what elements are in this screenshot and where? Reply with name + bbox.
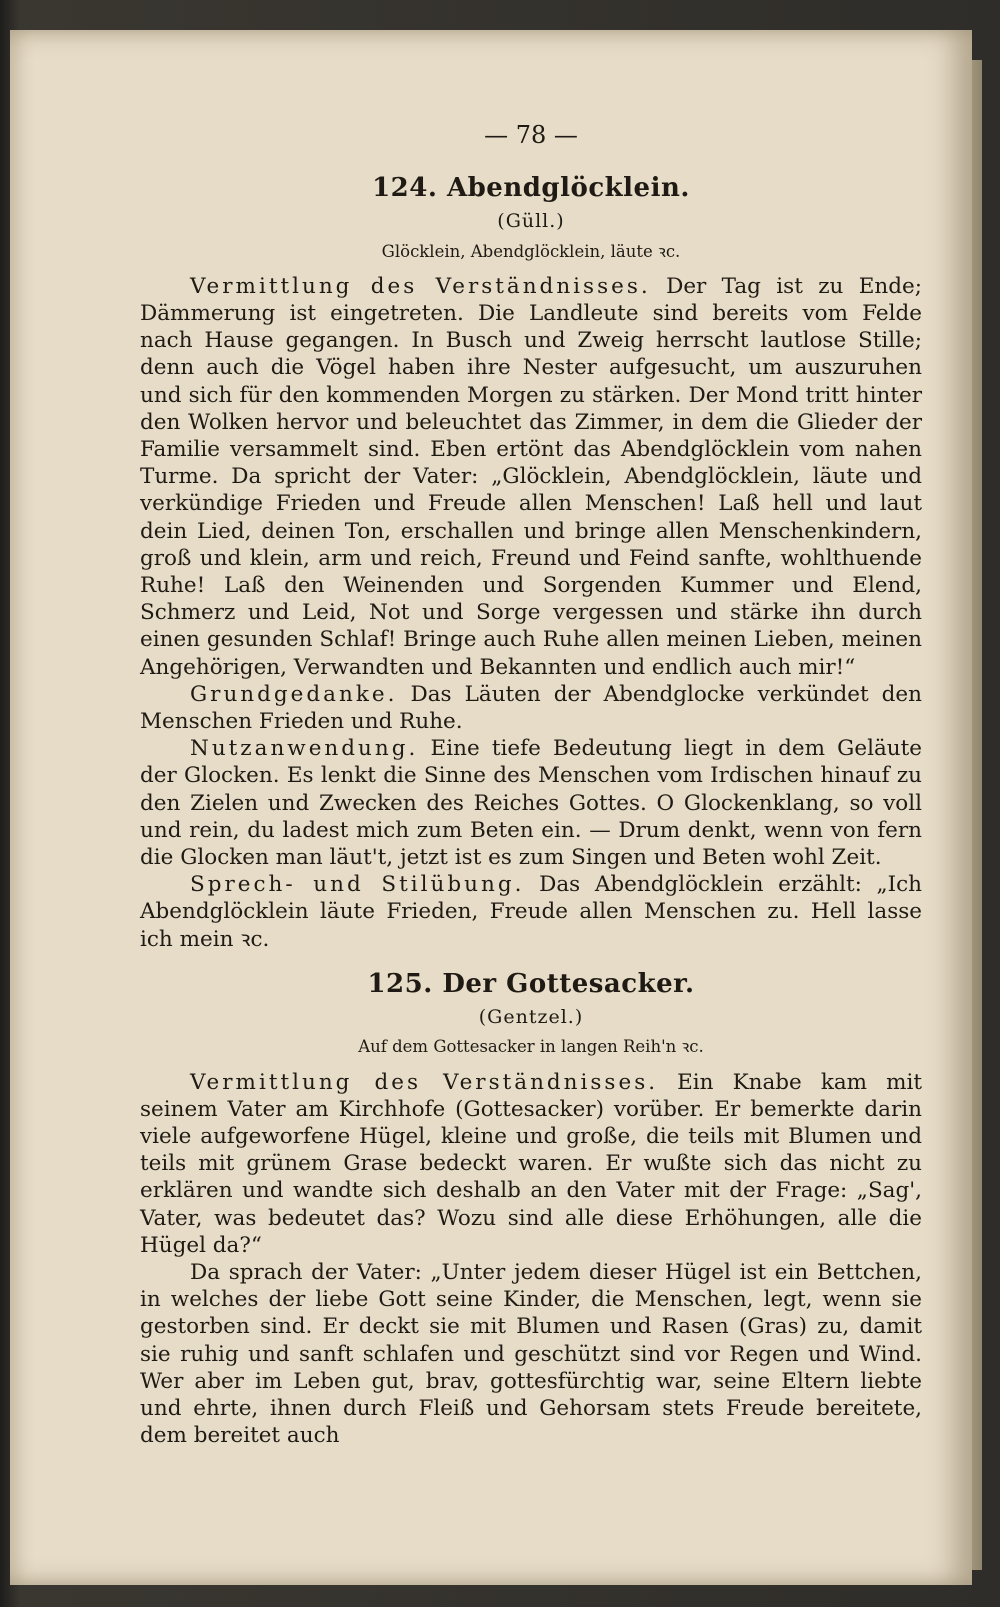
section-125 — [140, 968, 922, 1449]
section-title: 125. Der Gottesacker. — [367, 968, 695, 999]
paragraph — [140, 273, 922, 681]
page-content — [140, 110, 922, 1449]
paragraph — [140, 681, 922, 735]
paragraph — [140, 871, 922, 953]
section-124 — [140, 175, 922, 953]
page-number: — 78 — — [484, 121, 578, 149]
section-author: (Güll.) — [497, 210, 565, 233]
paragraph — [140, 1259, 922, 1449]
paragraph-label: Grundgedanke. — [190, 681, 398, 707]
paragraph-text: Eine tiefe Bedeutung liegt in dem Geläute der Glocken. Es lenkt die Sinne des Menschen vom Irdischen hinauf zu den Zielen und Zwecken des Reiches Gottes. O Glockenklang, so voll und rein, du ladest mich zum Beten ein. — Drum denkt, wenn von fern die Glocken man läut't, jetzt ist es zum Singen und Beten wohl Zeit. — [140, 736, 922, 871]
paragraph-label: Vermittlung des Verständnisses. — [190, 1069, 659, 1095]
section-reference: Auf dem Gottesacker in langen Reih'n ꝛc. — [358, 1037, 704, 1057]
paragraph-text: Der Tag ist zu Ende; Dämmerung ist eingetreten. Die Landleute sind bereits vom Felde nach Hause gegangen. In Busch und Zweig herrscht lautlose Stille; denn auch die Vögel haben ihre Nester aufgesucht, um auszuruhen und sich für den kommenden Morgen zu stärken. Der Mond tritt hinter den Wolken hervor und beleuchtet das Zimmer, in dem die Glieder der Familie versammelt sind. Eben ertönt das Abendglöcklein vom nahen Turme. Da spricht der Vater: „Glöcklein, Abendglöcklein, läute und verkündige Frieden und Freude allen Menschen! Laß hell und laut dein Lied, deinen Ton, erschallen und bringe allen Menschenkindern, groß und klein, arm und reich, Freund und Feind sanfte, wohlthuende Ruhe! Laß den Weinenden und Sorgenden Kummer und Elend, Schmerz und Leid, Not und Sorge vergessen und stärke ihn durch einen gesunden Schlaf! Bringe auch Ruhe allen meinen Lieben, meinen Angehörigen, Verwandten und Bekannten und endlich auch mir!“ — [140, 273, 923, 680]
paragraph-label: Nutzanwendung. — [190, 736, 419, 762]
paragraph-label: Vermittlung des Verständnisses. — [190, 273, 651, 299]
paragraph — [140, 735, 922, 871]
paragraph-text: Das Abendglöcklein erzählt: „Ich Abendglöcklein läute Frieden, Freude allen Menschen zu. Hell lasse ich mein ꝛc. — [140, 872, 923, 952]
paragraph — [140, 1069, 922, 1259]
section-reference: Glöcklein, Abendglöcklein, läute ꝛc. — [381, 241, 681, 261]
section-title: 124. Abendglöcklein. — [372, 173, 690, 204]
paragraph-text: Da sprach der Vater: „Unter jedem dieser Hügel ist ein Bettchen, in welches der liebe Gott seine Kinder, die Menschen, legt, wenn sie gestorben sind. Er deckt sie mit Blumen und Rasen (Gras) zu, damit sie ruhig und sanft schlafen und geschützt sind vor Regen und Wind. Wer aber im Leben gut, brav, gottesfürchtig war, seine Eltern liebte und ehrte, ihnen durch Fleiß und Gehorsam stets Freude bereitete, dem bereitet auch — [140, 1259, 922, 1449]
section-author: (Gentzel.) — [478, 1006, 584, 1029]
paragraph-label: Sprech- und Stilübung. — [190, 872, 525, 898]
paragraph-text: Das Läuten der Abendglocke verkündet den Menschen Frieden und Ruhe. — [140, 681, 922, 735]
paragraph-text: Ein Knabe kam mit seinem Vater am Kirchhofe (Gottesacker) vorüber. Er bemerkte darin viele aufgeworfene Hügel, kleine und große, die teils mit Blumen und teils mit grünem Grase bedeckt waren. Er wußte sich das nicht zu erklären und wandte sich deshalb an den Vater mit der Frage: „Sag', Vater, was bedeutet das? Wozu sind alle diese Erhöhungen, alle die Hügel da?“ — [140, 1069, 922, 1258]
